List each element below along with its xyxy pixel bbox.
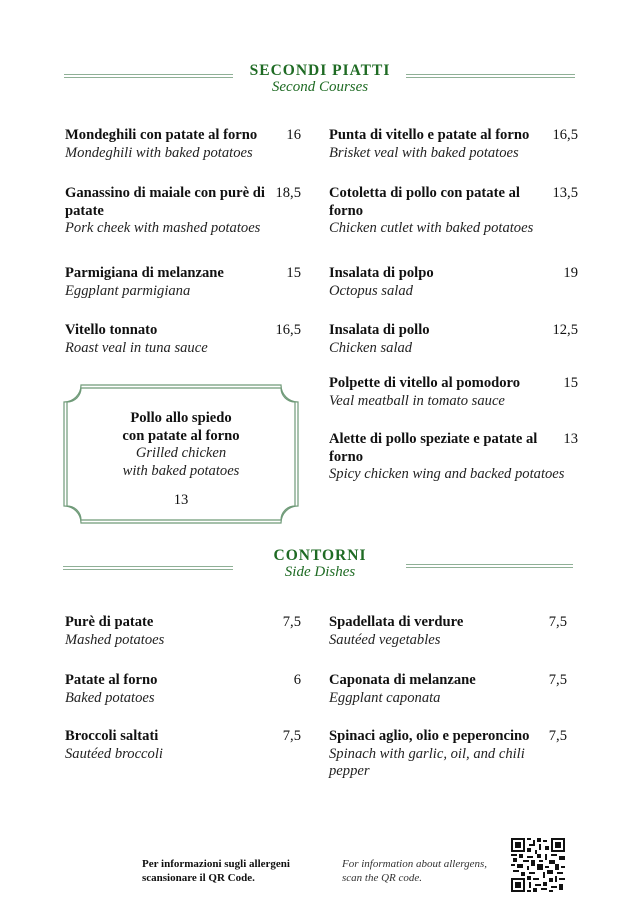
item-name: Ganassino di maiale con purè di patate — [65, 185, 265, 219]
item-name: Purè di patate — [65, 614, 154, 630]
featured-item-frame — [63, 384, 299, 524]
featured-item — [63, 410, 299, 510]
featured-item-name-line1: Pollo allo spiedo — [130, 410, 232, 426]
item-desc: Eggplant caponata — [329, 689, 441, 706]
item-price: 19 — [563, 265, 578, 281]
item-price: 7,5 — [548, 672, 567, 688]
item-name: Mondeghili con patate al forno — [65, 127, 258, 143]
menu-item — [65, 127, 301, 162]
item-name: Insalata di pollo — [329, 322, 430, 338]
section-title: SECONDI PIATTI — [249, 62, 391, 79]
section-subtitle: Second Courses — [271, 79, 369, 95]
item-desc: Roast veal in tuna sauce — [65, 339, 208, 356]
allergens-note-italian-line2: scansionare il QR Code. — [142, 872, 255, 884]
item-desc: Brisket veal with baked potatoes — [329, 144, 519, 161]
item-desc: Baked potatoes — [65, 689, 155, 706]
menu-item — [329, 322, 578, 357]
item-price: 6 — [293, 672, 301, 688]
item-desc: Mondeghili with baked potatoes — [65, 144, 253, 161]
item-price: 15 — [563, 375, 578, 391]
menu-item — [329, 185, 578, 238]
item-price: 15 — [286, 265, 301, 281]
item-name: Insalata di polpo — [329, 265, 434, 281]
allergens-note-english — [342, 857, 487, 885]
item-desc: Chicken salad — [329, 339, 413, 356]
section-header-contorni — [64, 547, 576, 581]
item-price: 16,5 — [552, 127, 578, 143]
allergens-note-english-line2: scan the QR code. — [342, 872, 423, 884]
menu-item — [329, 614, 567, 649]
item-price: 16 — [286, 127, 301, 143]
featured-item-price: 13 — [173, 492, 189, 508]
item-name: Spinaci aglio, olio e peperoncino — [329, 728, 530, 744]
menu-item — [65, 322, 301, 357]
item-name: Spadellata di verdure — [329, 614, 464, 630]
section-subtitle: Side Dishes — [284, 564, 356, 580]
item-name: Cotoletta di pollo con patate al forno — [329, 185, 520, 219]
menu-item — [329, 265, 578, 300]
item-name: Polpette di vitello al pomodoro — [329, 375, 521, 391]
featured-item-desc-line2: with baked potatoes — [122, 462, 240, 479]
item-desc: Eggplant parmigiana — [65, 282, 191, 299]
item-name: Punta di vitello e patate al forno — [329, 127, 530, 143]
item-name: Vitello tonnato — [65, 322, 158, 338]
item-desc: Octopus salad — [329, 282, 413, 299]
menu-item — [329, 127, 578, 162]
menu-item — [329, 672, 567, 707]
menu-item — [329, 728, 567, 781]
item-desc: Chicken cutlet with baked potatoes — [329, 220, 534, 236]
menu-item — [65, 728, 301, 763]
featured-item-name-line2: con patate al forno — [122, 427, 240, 444]
menu-item — [329, 375, 578, 410]
section-header-secondi — [64, 62, 576, 96]
item-price: 7,5 — [282, 728, 301, 744]
item-price: 12,5 — [552, 322, 578, 338]
menu-item — [65, 672, 301, 707]
item-desc: Pork cheek with mashed potatoes — [65, 220, 261, 236]
allergens-note-italian-line1: Per informazioni sugli allergeni — [142, 858, 290, 870]
item-desc: Spicy chicken wing and backed potatoes — [329, 466, 565, 482]
item-name: Alette di pollo speziate e patate al forno — [329, 431, 538, 465]
menu-item — [65, 265, 301, 300]
item-name: Broccoli saltati — [65, 728, 159, 744]
item-desc: Sautéed vegetables — [329, 631, 441, 648]
qr-code-icon[interactable] — [511, 838, 565, 892]
allergens-note-english-line1: For information about allergens, — [342, 858, 488, 870]
item-price: 7,5 — [282, 614, 301, 630]
item-name: Patate al forno — [65, 672, 158, 688]
item-price: 16,5 — [275, 322, 301, 338]
allergens-note-italian — [142, 857, 290, 885]
item-price: 18,5 — [275, 185, 301, 201]
menu-item — [329, 431, 578, 484]
item-desc: Spinach with garlic, oil, and chili pepper — [329, 745, 525, 779]
menu-item — [65, 185, 301, 238]
item-price: 13 — [563, 431, 578, 447]
menu-item — [65, 614, 301, 649]
item-name: Parmigiana di melanzane — [65, 265, 224, 281]
item-desc: Sautéed broccoli — [65, 745, 163, 762]
item-price: 7,5 — [548, 614, 567, 630]
item-price: 7,5 — [548, 728, 567, 744]
item-desc: Veal meatball in tomato sauce — [329, 392, 505, 409]
item-desc: Mashed potatoes — [65, 631, 165, 648]
featured-item-desc-line1: Grilled chicken — [135, 445, 227, 461]
item-price: 13,5 — [552, 185, 578, 201]
item-name: Caponata di melanzane — [329, 672, 476, 688]
section-title: CONTORNI — [273, 547, 367, 564]
